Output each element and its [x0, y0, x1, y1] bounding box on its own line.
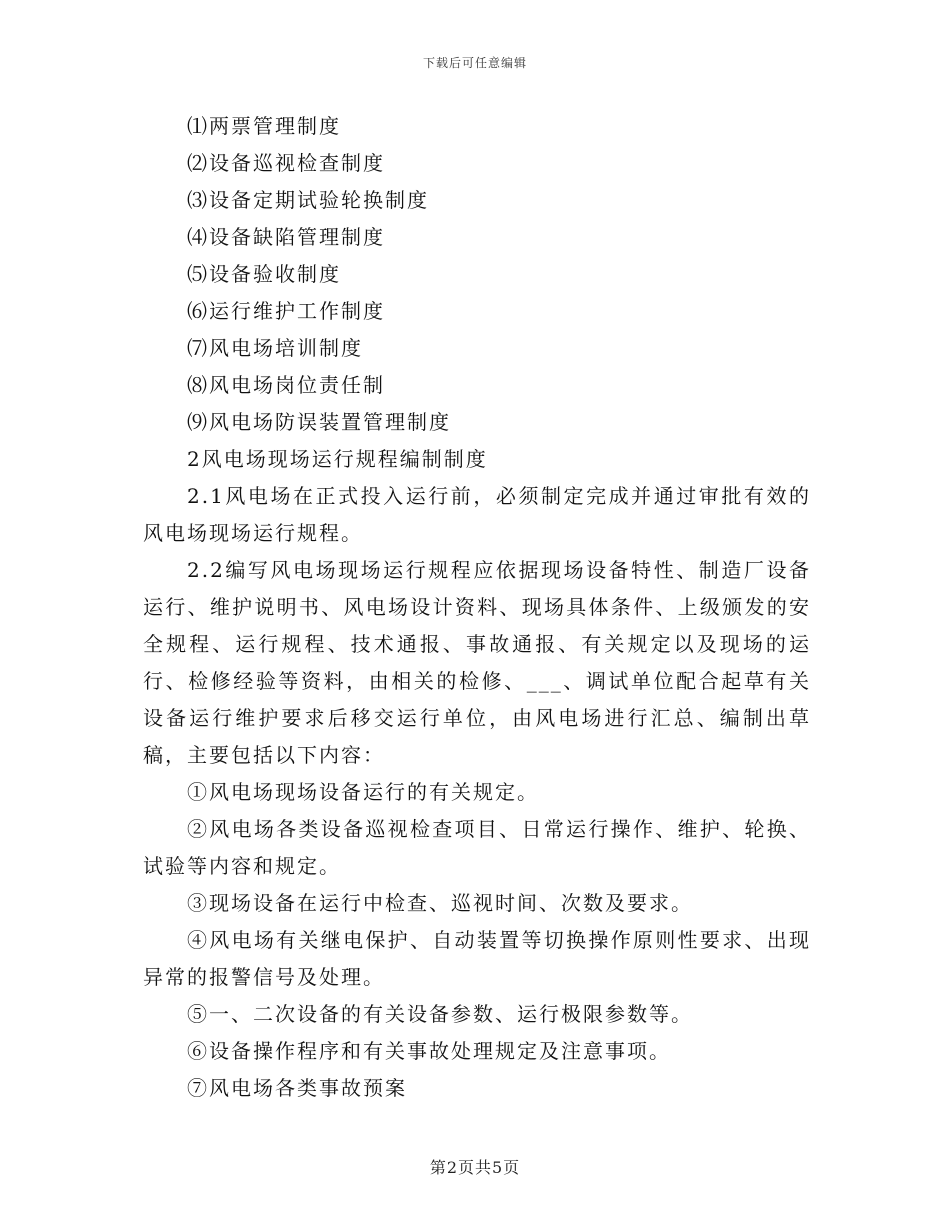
content-item-4: ④风电场有关继电保护、自动装置等切换操作原则性要求、出现异常的报警信号及处理。	[143, 928, 811, 989]
list-item-6: ⑹运行维护工作制度	[187, 299, 385, 323]
content-item-2: ②风电场各类设备巡视检查项目、日常运行操作、维护、轮换、试验等内容和规定。	[143, 817, 811, 878]
list-item-1: ⑴两票管理制度	[187, 114, 341, 138]
paragraph-2-2: 2.2编写风电场现场运行规程应依据现场设备特性、制造厂设备运行、维护说明书、风电场设计资料、现场具体条件、上级颁发的安全规程、运行规程、技术通报、事故通报、有关规定以及现场的运行、检修经验等资料，由相关的检修、___、调试单位配合起草有关设备运行维护要求后移交运行单位，由风电场进行汇总、编制出草稿，主要包括以下内容：	[143, 558, 811, 767]
content-item-3: ③现场设备在运行中检查、巡视时间、次数及要求。	[187, 891, 693, 915]
list-item-3: ⑶设备定期试验轮换制度	[187, 188, 429, 212]
list-item-9: ⑼风电场防误装置管理制度	[187, 410, 451, 434]
document-body	[143, 108, 811, 1107]
page-footer: 第2页共5页	[429, 1158, 521, 1177]
list-item-8: ⑻风电场岗位责任制	[187, 373, 385, 397]
list-item-2: ⑵设备巡视检查制度	[187, 151, 385, 175]
list-item-5: ⑸设备验收制度	[187, 262, 341, 286]
content-item-6: ⑥设备操作程序和有关事故处理规定及注意事项。	[187, 1039, 671, 1063]
content-item-5: ⑤一、二次设备的有关设备参数、运行极限参数等。	[187, 1002, 693, 1026]
list-item-4: ⑷设备缺陷管理制度	[187, 225, 385, 249]
section-heading-2: 2风电场现场运行规程编制制度	[187, 447, 488, 471]
page-header: 下载后可任意编辑	[422, 56, 527, 70]
list-item-7: ⑺风电场培训制度	[187, 336, 363, 360]
content-item-7: ⑦风电场各类事故预案	[187, 1076, 407, 1100]
paragraph-2-1: 2.1风电场在正式投入运行前，必须制定完成并通过审批有效的风电场现场运行规程。	[143, 484, 811, 545]
content-item-1: ①风电场现场设备运行的有关规定。	[187, 780, 539, 804]
